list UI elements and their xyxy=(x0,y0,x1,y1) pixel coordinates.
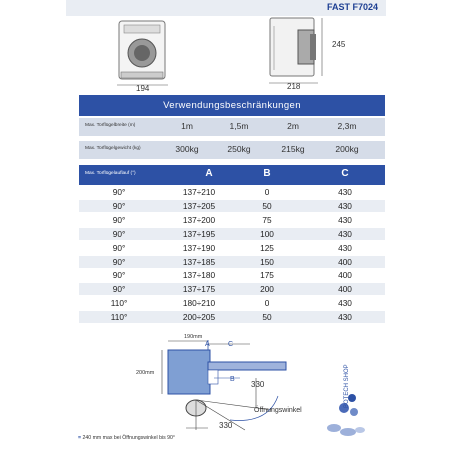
cell-a: 137÷190 xyxy=(182,242,216,253)
table-row xyxy=(79,242,385,254)
table-row xyxy=(79,214,385,226)
width-label: Max. Torflügelbreite (m) xyxy=(85,123,136,128)
cell-b: 200 xyxy=(260,284,274,295)
installation-diagram xyxy=(150,338,300,434)
cell-c: 430 xyxy=(338,242,352,253)
cell-angle: 90° xyxy=(112,284,126,295)
cell-angle: 110° xyxy=(110,312,128,323)
table-row xyxy=(79,228,385,240)
dim-330-right: 330 xyxy=(251,380,265,389)
cell-a: 137÷200 xyxy=(182,214,216,225)
table-row xyxy=(79,200,385,212)
footnote-marker: = xyxy=(78,435,82,441)
cell-a: 137÷195 xyxy=(182,228,216,239)
cell-a: 137÷210 xyxy=(182,187,216,197)
column-b-header: B xyxy=(263,168,271,179)
cell-b: 125 xyxy=(260,242,274,253)
dim-190: 190mm xyxy=(184,334,203,340)
column-c-header: C xyxy=(341,168,349,179)
page-header xyxy=(66,0,386,16)
label-a: A xyxy=(205,341,210,348)
cell-c: 400 xyxy=(338,270,352,281)
cell-b: 75 xyxy=(262,214,272,225)
cell-angle: 90° xyxy=(112,200,126,211)
cell-b: 50 xyxy=(262,200,272,211)
dim-width-side: 218 xyxy=(287,82,301,91)
cell-c: 430 xyxy=(338,200,352,211)
motor-side-view xyxy=(268,16,324,80)
cell-b: 100 xyxy=(260,228,274,239)
product-title: FAST F7024 xyxy=(326,2,378,12)
width-value: 2m xyxy=(287,121,299,131)
label-c: C xyxy=(228,341,234,348)
cell-c: 430 xyxy=(338,228,352,239)
cell-a: 200÷205 xyxy=(182,312,216,323)
restrictions-title: Verwendungsbeschränkungen xyxy=(79,95,385,116)
cell-c: 430 xyxy=(338,214,352,225)
cell-angle: 90° xyxy=(112,242,126,253)
cell-b: 50 xyxy=(262,312,272,323)
weight-value: 300kg xyxy=(175,144,199,154)
table-header xyxy=(79,165,385,185)
cell-angle: 90° xyxy=(112,256,126,267)
cell-b: 0 xyxy=(264,298,270,309)
cell-a: 137÷185 xyxy=(182,256,216,267)
table-row xyxy=(79,256,385,268)
footnote xyxy=(78,435,175,441)
table-row xyxy=(79,269,385,281)
cell-c: 400 xyxy=(338,284,352,295)
watermark-text: BOTECH SHOP xyxy=(344,364,350,408)
cell-angle: 110° xyxy=(110,298,128,309)
cell-c: 430 xyxy=(338,187,352,197)
cell-a: 180÷210 xyxy=(182,298,216,309)
cell-b: 0 xyxy=(264,187,270,197)
table-header-label: Max. Torflügelauflauf (°) xyxy=(85,171,136,176)
width-bar xyxy=(79,118,385,136)
width-value: 1,5m xyxy=(229,121,249,131)
footnote-text: 240 mm max bei Öffnungswinkel bis 90° xyxy=(82,435,176,441)
cell-angle: 90° xyxy=(112,270,126,281)
dim-height-side: 245 xyxy=(332,40,346,49)
cell-angle: 90° xyxy=(112,228,126,239)
label-b: B xyxy=(230,376,235,383)
table-row xyxy=(79,311,385,323)
motor-front-view xyxy=(118,20,166,82)
table-row xyxy=(79,283,385,295)
opening-angle-label: Öffnungswinkel xyxy=(254,407,302,414)
width-value: 1m xyxy=(181,121,193,131)
cell-c: 430 xyxy=(338,298,352,309)
weight-value: 250kg xyxy=(227,144,251,154)
table-row xyxy=(79,186,385,198)
dim-330-bottom: 330 xyxy=(219,421,233,430)
width-value: 2,3m xyxy=(337,121,357,131)
cell-angle: 90° xyxy=(112,187,126,197)
cell-angle: 90° xyxy=(112,214,126,225)
cell-a: 137÷180 xyxy=(182,270,216,281)
table-row xyxy=(79,297,385,309)
cell-c: 430 xyxy=(338,312,352,323)
dim-200: 200mm xyxy=(136,370,155,376)
cell-a: 137÷205 xyxy=(182,200,216,211)
cell-a: 137÷175 xyxy=(182,284,216,295)
cell-b: 150 xyxy=(260,256,274,267)
dim-width-front: 194 xyxy=(136,84,150,93)
cell-b: 175 xyxy=(260,270,274,281)
weight-value: 215kg xyxy=(281,144,305,154)
weight-bar xyxy=(79,141,385,159)
weight-value: 200kg xyxy=(335,144,359,154)
column-a-header: A xyxy=(205,168,213,179)
cell-c: 400 xyxy=(338,256,352,267)
weight-label: Max. Torflügelgewicht (kg) xyxy=(85,146,141,151)
